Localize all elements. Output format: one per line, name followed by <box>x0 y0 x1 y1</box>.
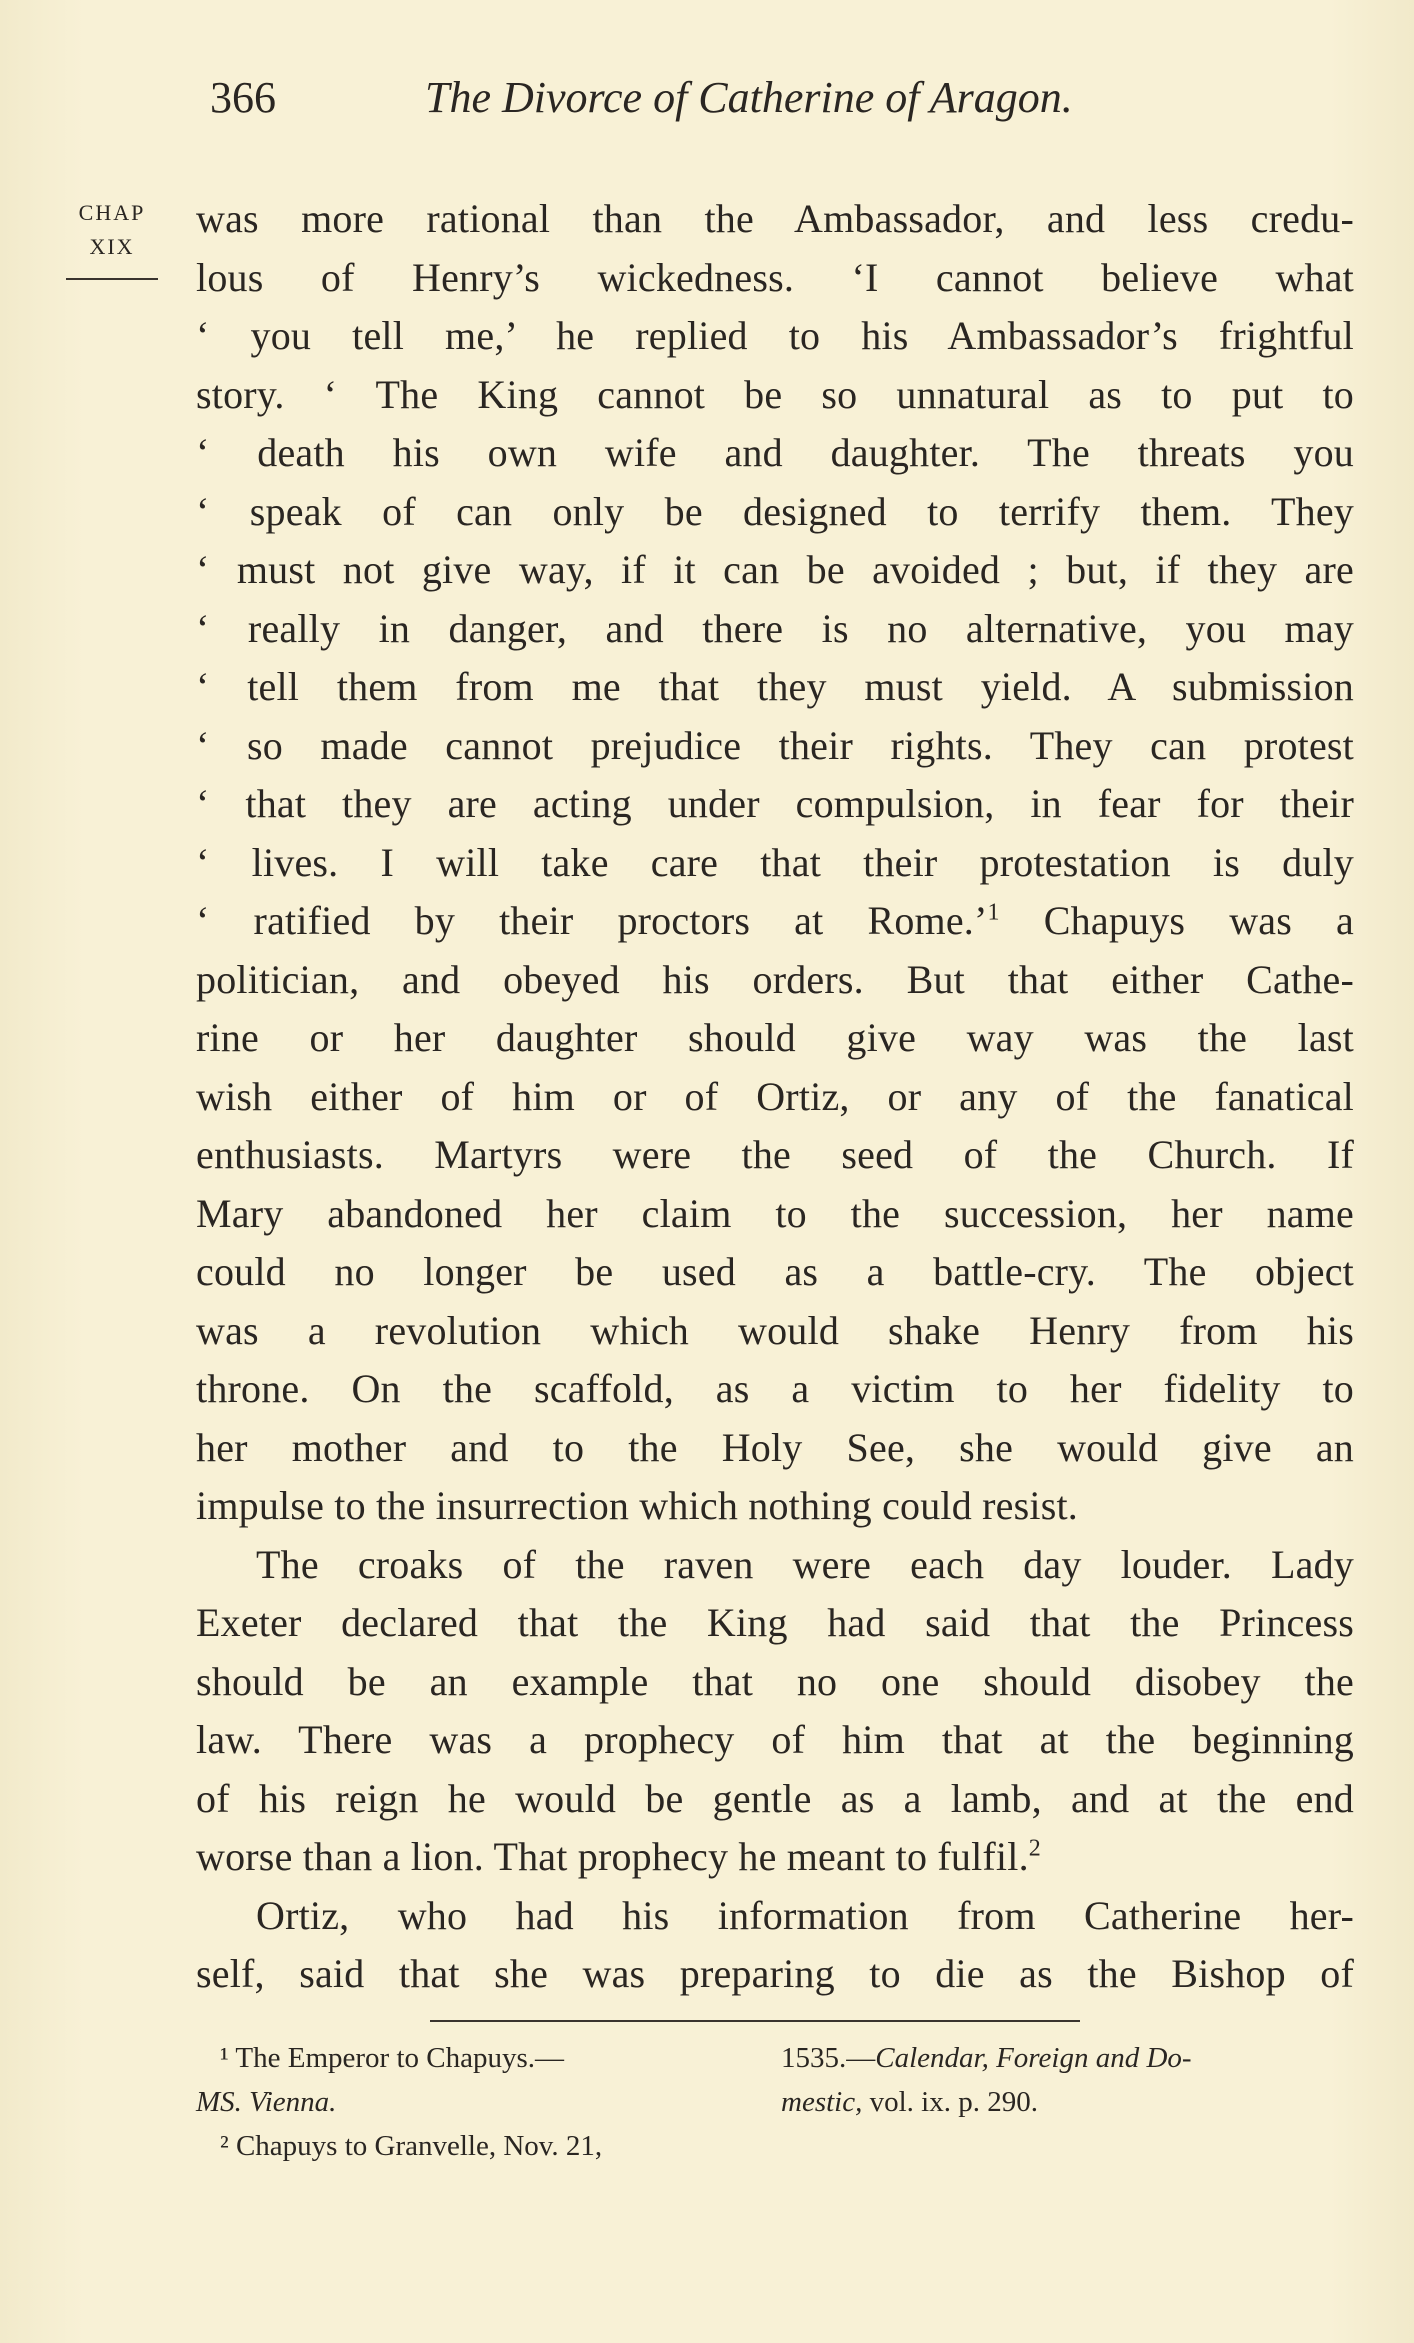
body-text <box>196 190 1354 2004</box>
text-fragment: worse than a lion. That prophecy he meant to fulfil. <box>196 1834 1029 1879</box>
text-line: Exeter declared that the King had said that the Princess <box>196 1600 1354 1645</box>
chapter-margin-note <box>66 196 158 280</box>
margin-rule <box>66 278 158 280</box>
text-line: ‘ death his own wife and daughter. The threats you <box>196 430 1354 475</box>
text-line: self, said that she was preparing to die as the Bishop of <box>196 1951 1354 1996</box>
text-line: throne. On the scaffold, as a victim to her fidelity to <box>196 1366 1354 1411</box>
text-line-with-footnote <box>196 892 1354 951</box>
text-line: ‘ lives. I will take care that their protestation is duly <box>196 839 1354 885</box>
text-line: law. There was a prophecy of him that at the beginning <box>196 1717 1354 1762</box>
text-line: should be an example that no one should disobey the <box>196 1658 1354 1704</box>
text-line: ‘ really in danger, and there is no alternative, you may <box>196 605 1354 651</box>
text-line: ‘ must not give way, if it can be avoided ; but, if they are <box>196 547 1354 592</box>
footnote-text: vol. ix. p. 290. <box>862 2086 1038 2118</box>
text-line: was a revolution which would shake Henry from his <box>196 1307 1354 1353</box>
footnote-1-line-2: MS. Vienna. <box>196 2086 337 2118</box>
footnote-text: 1535.— <box>781 2042 876 2074</box>
text-line: lous of Henry’s wickedness. ‘I cannot believe what <box>196 254 1354 300</box>
footnotes-right-column <box>781 2036 1341 2124</box>
footnote-text-italic: Calendar, Foreign and Do- <box>875 2042 1192 2074</box>
text-line: of his reign he would be gentle as a lamb, and at the end <box>196 1775 1354 1821</box>
running-header <box>210 72 1210 132</box>
text-line: rine or her daughter should give way was the last <box>196 1015 1354 1060</box>
footnotes-left-column <box>196 2036 756 2168</box>
text-line: impulse to the insurrection which nothing could resist. <box>196 1483 1078 1528</box>
text-line: ‘ so made cannot prejudice their rights. They can protest <box>196 722 1354 768</box>
page-number: 366 <box>210 73 276 122</box>
footnote-continuation-line-1 <box>781 2036 1341 2080</box>
text-fragment: Chapuys was a <box>1043 898 1355 943</box>
footnote-marker: 2 <box>1028 1835 1041 1862</box>
footnote-2-line-1: ² Chapuys to Granvelle, Nov. 21, <box>220 2130 603 2162</box>
text-line: was more rational than the Ambassador, and less credu- <box>196 196 1354 241</box>
text-line: story. ‘ The King cannot be so unnatural as to put to <box>196 371 1354 417</box>
text-line: Mary abandoned her claim to the succession, her name <box>196 1190 1354 1236</box>
text-line-with-footnote <box>196 1828 1354 1887</box>
text-line: could no longer be used as a battle-cry. The object <box>196 1249 1354 1294</box>
text-line: ‘ speak of can only be designed to terrify them. They <box>196 488 1354 534</box>
footnote-rule <box>430 2020 1080 2022</box>
footnote-1-line-1: ¹ The Emperor to Chapuys.— <box>220 2042 565 2074</box>
text-line: ‘ tell them from me that they must yield. A submission <box>196 664 1354 709</box>
footnote-continuation-line-2 <box>781 2080 1341 2124</box>
running-title: The Divorce of Catherine of Aragon. <box>425 73 1073 122</box>
footnote-text-italic: mestic, <box>781 2086 863 2118</box>
text-line: wish either of him or of Ortiz, or any of the fanatical <box>196 1073 1354 1119</box>
text-line: ‘ that they are acting under compulsion, in fear for their <box>196 781 1354 826</box>
text-line: enthusiasts. Martyrs were the seed of the Church. If <box>196 1132 1354 1177</box>
footnote-marker: 1 <box>987 899 1000 926</box>
text-fragment: ‘ ratified by their proctors at Rome.’ <box>196 898 988 943</box>
chapter-label: CHAP <box>78 200 146 225</box>
paragraph-start-line: The croaks of the raven were each day louder. Lady <box>256 1541 1354 1587</box>
text-line: politician, and obeyed his orders. But that either Cathe- <box>196 956 1354 1002</box>
text-line: her mother and to the Holy See, she would give an <box>196 1424 1354 1470</box>
chapter-number: XIX <box>89 234 135 259</box>
paragraph-start-line: Ortiz, who had his information from Catherine her- <box>256 1892 1354 1938</box>
text-line: ‘ you tell me,’ he replied to his Ambassador’s frightful <box>196 313 1354 358</box>
